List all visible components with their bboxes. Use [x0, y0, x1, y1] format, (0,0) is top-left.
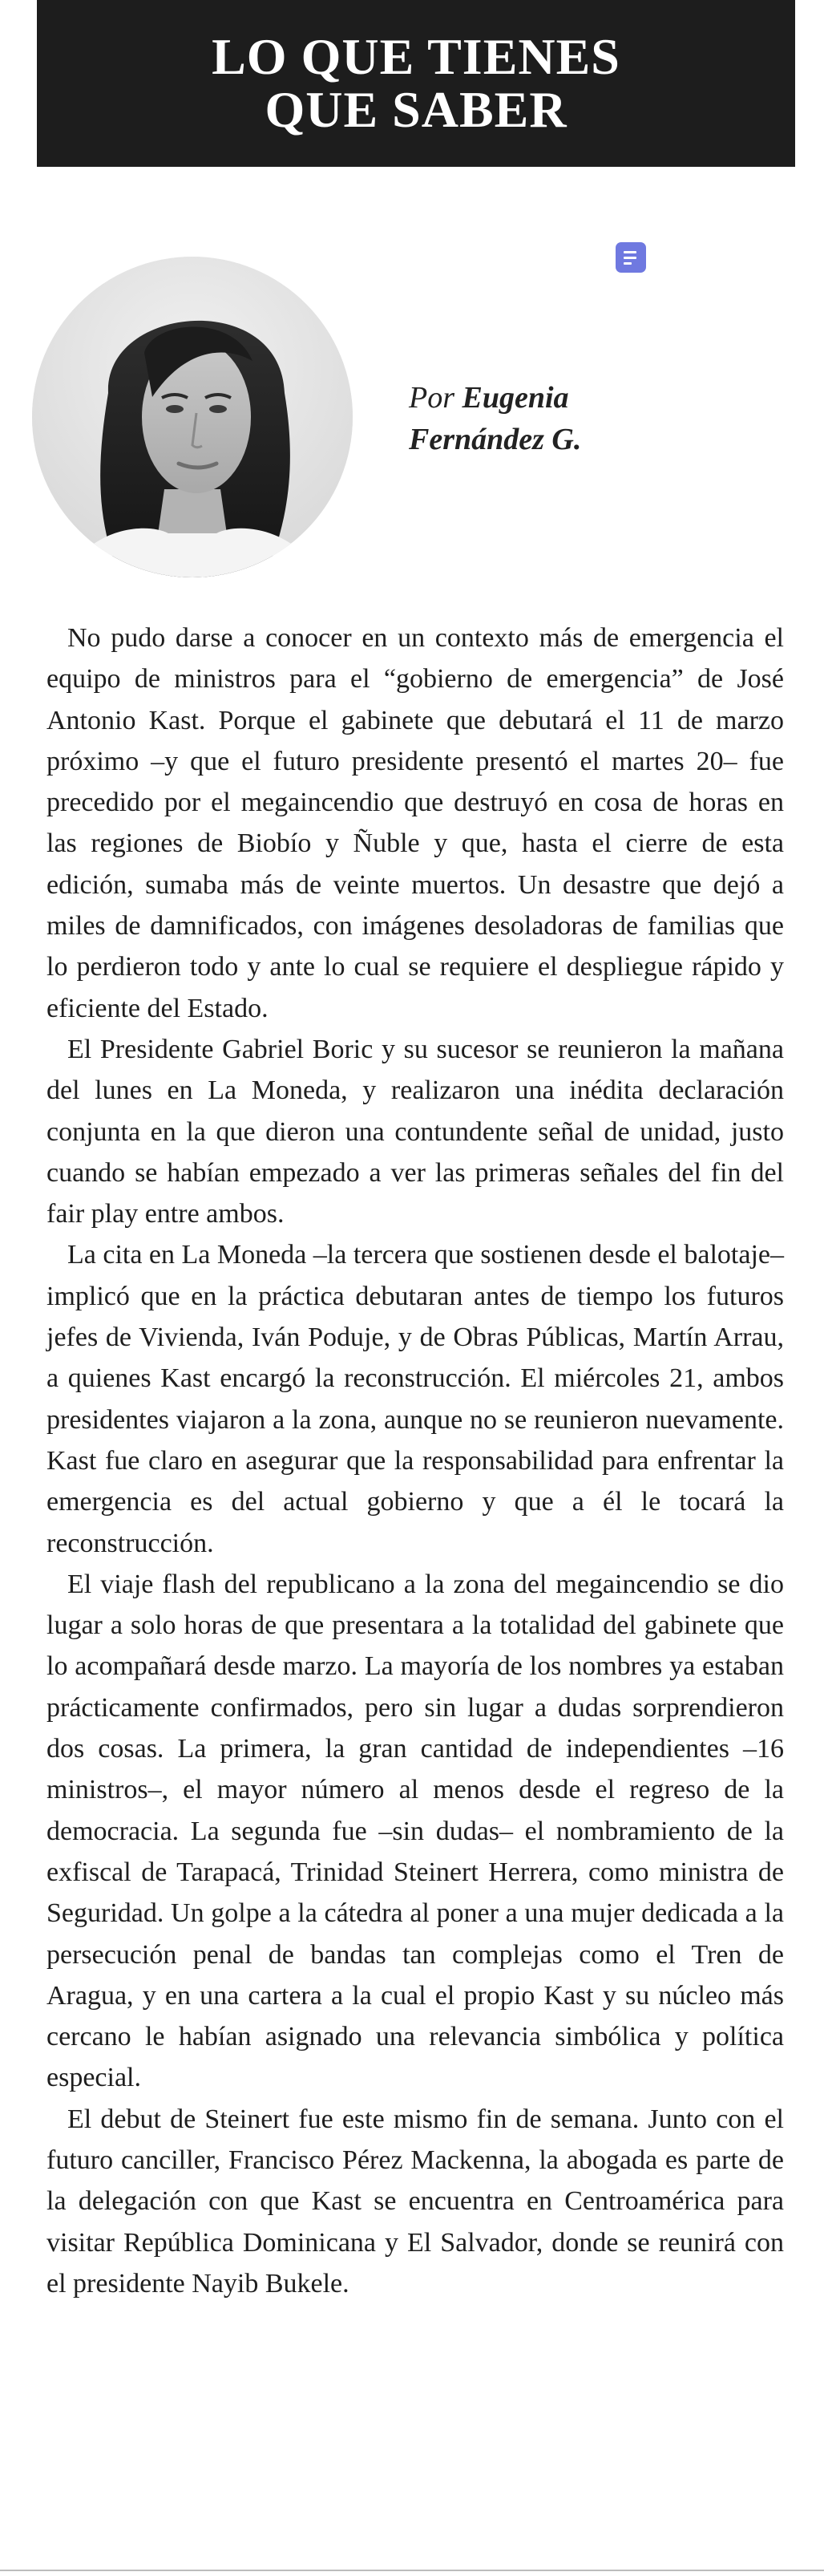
author-byline: [409, 377, 581, 460]
author-first-name: Eugenia: [462, 381, 569, 415]
section-title-line-1: LO QUE TIENES: [212, 28, 620, 85]
notes-icon[interactable]: [616, 242, 646, 273]
author-last-name: Fernández G.: [409, 423, 582, 456]
bottom-divider: [0, 2570, 824, 2571]
article-body: [46, 618, 784, 2304]
section-header: [37, 0, 795, 167]
author-portrait-image: [32, 257, 353, 577]
article-paragraph: El Presidente Gabriel Boric y su sucesor se reunieron la mañana del lunes en La Moneda, y realizaron una inédita declaración conjunta en la que dieron una contundente señal de unidad, justo cuando se habían empezado a ver las primeras señales del fin del fair play entre ambos.: [46, 1034, 784, 1229]
article-paragraph: El debut de Steinert fue este mismo fin de semana. Junto con el futuro canciller, Francisco Pérez Mackenna, la abogada es parte de la delegación con que Kast se encuentra en Centroamérica para visitar República Dominicana y El Salvador, donde se reunirá con el presidente Nayib Bukele.: [46, 2104, 784, 2299]
article-paragraph: No pudo darse a conocer en un contexto más de emergencia el equipo de ministros para el “gobierno de emergencia” de José Antonio Kast. Porque el gabinete que debutará el 11 de marzo próximo –y que el futuro presidente presentó el martes 20– fue precedido por el megaincendio que destruyó en cosa de horas en las regiones de Biobío y Ñuble y que, hasta el cierre de esta edición, sumaba más de veinte muertos. Un desastre que dejó a miles de damnificados, con imágenes desoladoras de familias que lo perdieron todo y ante lo cual se requiere el despliegue rápido y eficiente del Estado.: [46, 623, 784, 1023]
article-paragraph: La cita en La Moneda –la tercera que sostienen desde el balotaje– implicó que en la práctica debutaran antes de tiempo los futuros jefes de Vivienda, Iván Poduje, y de Obras Públicas, Martín Arrau, a quienes Kast encargó la reconstrucción. El miércoles 21, ambos presidentes viajaron a la zona, aunque no se reunieron nuevamente. Kast fue claro en asegurar que la responsabilidad para enfrentar la emergencia es del actual gobierno y que a él le tocará la reconstrucción.: [46, 1240, 784, 1558]
byline-prefix: Por: [409, 381, 454, 415]
author-photo: [32, 257, 353, 577]
article-paragraph: El viaje flash del republicano a la zona del megaincendio se dio lugar a solo horas de que presentara a la totalidad del gabinete que lo acompañará desde marzo. La mayoría de los nombres ya estaban prácticamente confirmados, pero sin lugar a dudas sorprendieron dos cosas. La primera, la gran cantidad de independientes –16 ministros–, el mayor número al menos desde el regreso de la democracia. La segunda fue –sin dudas– el nombramiento de la exfiscal de Tarapacá, Trinidad Steinert Herrera, como ministra de Seguridad. Un golpe a la cátedra al poner a una mujer dedicada a la persecución penal de bandas tan complejas como el Tren de Aragua, y en una cartera a la cual el propio Kast y su núcleo más cercano le habían asignado una relevancia simbólica y política especial.: [46, 1569, 784, 2093]
section-title-line-2: QUE SABER: [265, 81, 568, 138]
